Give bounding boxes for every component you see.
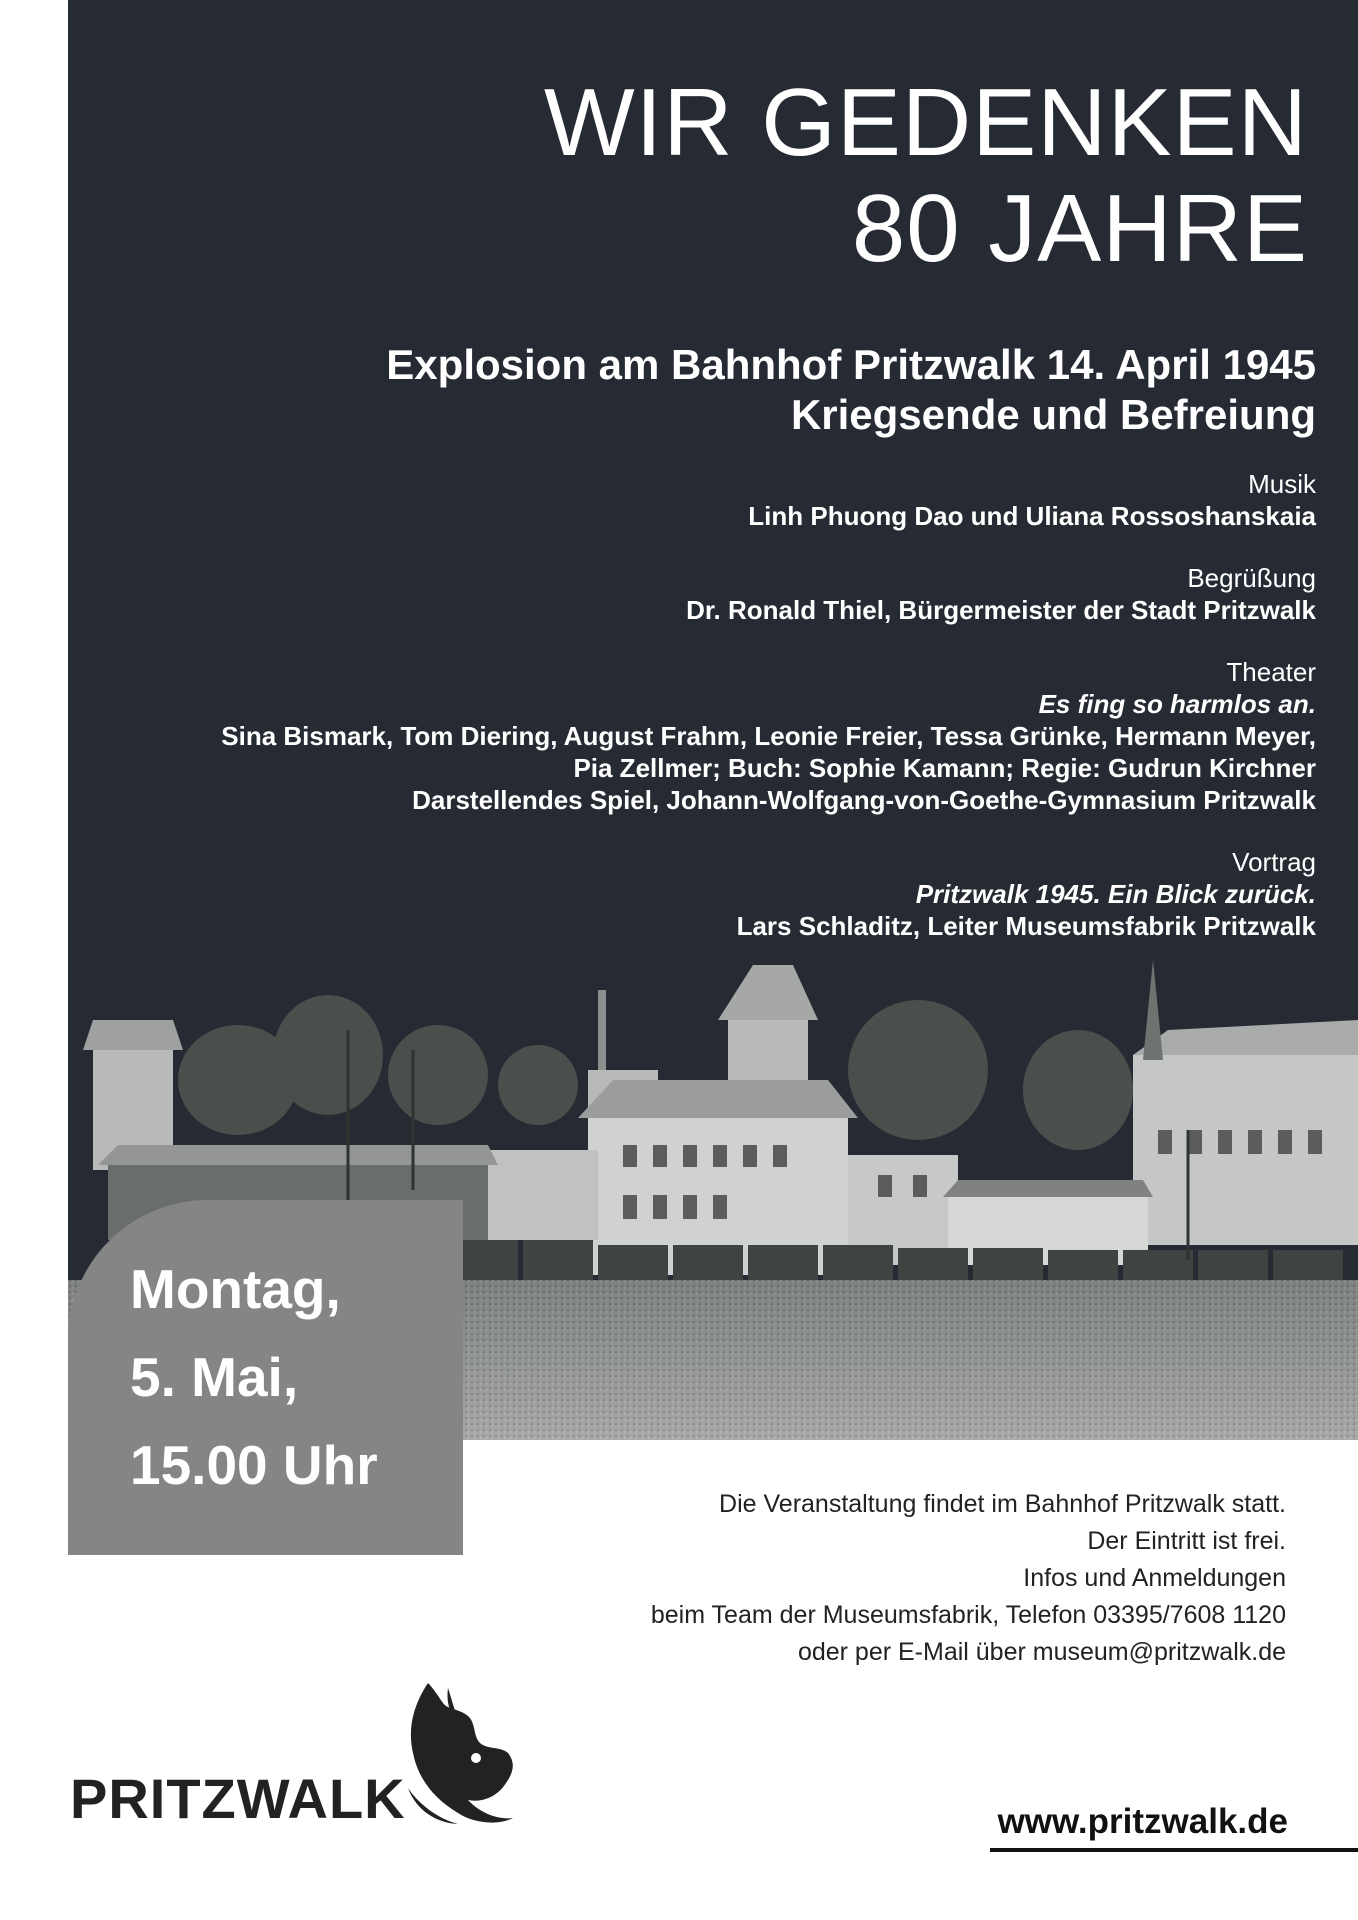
musik-label: Musik bbox=[1248, 469, 1316, 499]
info-line-3: Infos und Anmeldungen bbox=[1023, 1564, 1286, 1592]
theater-cast-line-3: Darstellendes Spiel, Johann-Wolfgang-von-Goethe-Gymnasium Pritzwalk bbox=[412, 785, 1316, 815]
subtitle bbox=[386, 340, 1316, 440]
title-line-2: 80 JAHRE bbox=[851, 175, 1308, 282]
program-vortrag bbox=[96, 846, 1316, 942]
program-musik bbox=[96, 468, 1316, 532]
program-theater bbox=[96, 656, 1316, 816]
begruessung-speaker: Dr. Ronald Thiel, Bürgermeister der Stadt Pritzwalk bbox=[686, 595, 1316, 625]
pritzwalk-logo bbox=[70, 1678, 520, 1828]
theater-cast-line-1: Sina Bismark, Tom Diering, August Frahm, Leonie Freier, Tessa Grünke, Hermann Meyer, bbox=[221, 721, 1316, 751]
date-weekday: Montag, bbox=[130, 1258, 341, 1320]
begruessung-label: Begrüßung bbox=[1187, 563, 1316, 593]
date-day: 5. Mai, bbox=[130, 1346, 299, 1408]
website-underline bbox=[990, 1848, 1358, 1852]
vortrag-label: Vortrag bbox=[1232, 847, 1316, 877]
subtitle-line-2: Kriegsende und Befreiung bbox=[790, 391, 1316, 438]
info-line-2: Der Eintritt ist frei. bbox=[1087, 1527, 1286, 1555]
title-line-1: WIR GEDENKEN bbox=[543, 69, 1308, 176]
info-line-4: beim Team der Museumsfabrik, Telefon 03395/7608 1120 bbox=[650, 1601, 1286, 1629]
musik-performers: Linh Phuong Dao und Uliana Rossoshanskaia bbox=[748, 501, 1316, 531]
date-time: 15.00 Uhr bbox=[130, 1434, 378, 1496]
subtitle-line-1: Explosion am Bahnhof Pritzwalk 14. April 1945 bbox=[386, 341, 1316, 388]
program-list bbox=[96, 468, 1316, 972]
event-info bbox=[651, 1486, 1286, 1671]
theater-title: Es fing so harmlos an. bbox=[1038, 689, 1316, 719]
logo-wordmark: PRITZWALK bbox=[70, 1767, 406, 1830]
vortrag-title: Pritzwalk 1945. Ein Blick zurück. bbox=[915, 879, 1316, 909]
info-line-5: oder per E-Mail über museum@pritzwalk.de bbox=[797, 1638, 1286, 1666]
event-date bbox=[130, 1245, 378, 1509]
wolf-head-icon bbox=[388, 1678, 523, 1828]
main-title bbox=[544, 70, 1308, 282]
info-line-1: Die Veranstaltung findet im Bahnhof Pritzwalk statt. bbox=[719, 1490, 1286, 1518]
website-link[interactable]: www.pritzwalk.de bbox=[997, 1802, 1288, 1841]
theater-label: Theater bbox=[1226, 657, 1316, 687]
vortrag-speaker: Lars Schladitz, Leiter Museumsfabrik Pritzwalk bbox=[736, 911, 1316, 941]
theater-cast-line-2: Pia Zellmer; Buch: Sophie Kamann; Regie: Gudrun Kirchner bbox=[573, 753, 1316, 783]
program-begruessung bbox=[96, 562, 1316, 626]
